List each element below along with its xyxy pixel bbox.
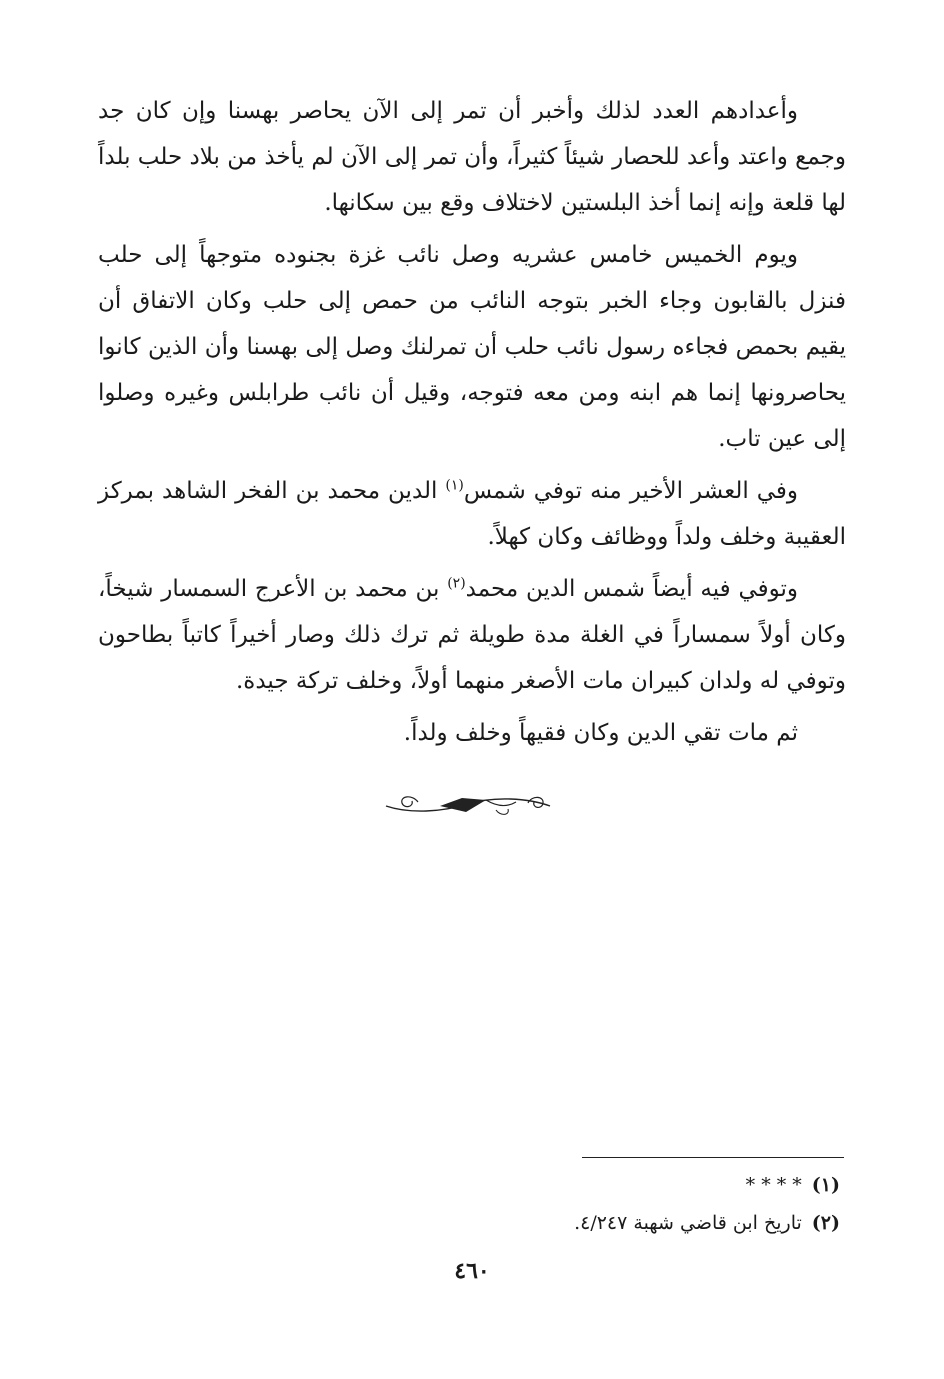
paragraph: ثم مات تقي الدين وكان فقيهاً وخلف ولداً. xyxy=(403,720,798,746)
paragraph-text: الدين محمد بن الفخر الشاهد بمركز العقيبة وخلف ولداً ووظائف وكان كهلاً. xyxy=(98,478,846,550)
footnote-divider xyxy=(582,1157,844,1158)
paragraph-text: وتوفي فيه أيضاً شمس الدين محمد xyxy=(465,576,798,602)
page-number: ٤٦٠ xyxy=(454,1258,490,1284)
paragraph-text: بن محمد بن الأعرج السمسار شيخاً، وكان أولاً سمساراً في الغلة مدة طويلة ثم ترك ذلك وصار أخيراً كاتباً بطاحون وتوفي له ولدان كبيران مات الأصغر منهما أولاً، وخلف تركة جيدة. xyxy=(98,576,846,694)
paragraph: ويوم الخميس خامس عشريه وصل نائب غزة بجنوده متوجهاً إلى حلب فنزل بالقابون وجاء الخبر بتوجه النائب من حمص إلى حلب وكان الاتفاق أن يقيم بحمص فجاءه رسول نائب حلب أن تمرلنك وصل إلى بهسنا وأن الذين كانوا يحاصرونها إنما هم ابنه ومن معه فتوجه، وقيل أن نائب طرابلس وغيره وصلوا إلى عين تاب. xyxy=(98,242,846,452)
paragraph xyxy=(98,468,846,560)
footnote-text: تاريخ ابن قاضي شهبة ٤/٢٤٧. xyxy=(574,1212,802,1234)
footnote-item xyxy=(420,1166,840,1204)
footnote-ref[interactable]: (٢) xyxy=(447,575,466,592)
footnotes xyxy=(420,1166,840,1242)
footnote-text: * * * * xyxy=(745,1174,802,1196)
main-text xyxy=(98,88,846,762)
footnote-item xyxy=(420,1204,840,1242)
paragraph: وأعدادهم العدد لذلك وأخبر أن تمر إلى الآن يحاصر بهسنا وإن كان جد وجمع واعتد وأعد للحصار شيئاً كثيراً، وأن تمر إلى الآن لم يأخذ من بلاد حلب بلداً لها قلعة وإنه إنما أخذ البلستين لاختلاف وقع بين سكانها. xyxy=(98,98,846,216)
floral-ornament-icon xyxy=(382,790,554,820)
paragraph xyxy=(98,566,846,704)
footnote-number: (٢) xyxy=(811,1212,840,1234)
footnote-ref[interactable]: (١) xyxy=(445,477,464,494)
footnote-number: (١) xyxy=(811,1174,840,1196)
paragraph-text: وفي العشر الأخير منه توفي شمس xyxy=(463,478,798,504)
